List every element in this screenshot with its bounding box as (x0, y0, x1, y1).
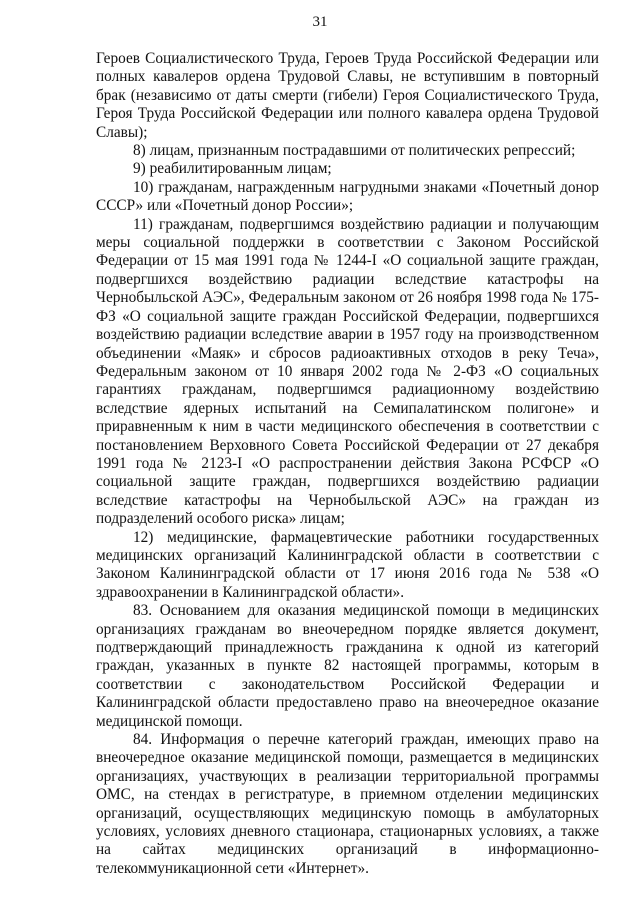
document-body (96, 50, 599, 878)
paragraph-83: 83. Основанием для оказания медицинской помощи в медицинских организациях гражданам во внеочередном порядке является документ, подтверждающий принадлежность гражданина к одной из категорий граждан, указанных в пункте 82 настоящей программы, которым в соответствии с законодательством Российской Федерации и Калининградской области предоставлено право на внеочередное оказание медицинской помощи. (96, 602, 599, 730)
paragraph-item-9: 9) реабилитированным лицам; (133, 160, 332, 178)
page-number: 31 (312, 14, 328, 30)
paragraph-item-10: 10) гражданам, награжденным нагрудными знаками «Почетный донор СССР» или «Почетный донор России»; (96, 178, 599, 215)
paragraph-84: 84. Информация о перечне категорий граждан, имеющих право на внеочередное оказание медицинской помощи, размещается в медицинских организациях, участвующих в реализации территориальной программы ОМС, на стендах в регистратуре, в приемном отделении медицинских организаций, осуществляющих медицинскую помощь в амбулаторных условиях, условиях дневного стационара, стационарных условиях, а также на сайтах медицинских организаций в информационно-телекоммуникационной сети «Интернет». (96, 731, 599, 877)
paragraph-item-8: 8) лицам, признанным пострадавшими от политических репрессий; (133, 142, 576, 160)
paragraph-continuation: Героев Социалистического Труда, Героев Труда Российской Федерации или полных кавалеров ордена Трудовой Славы, не вступившим в повторный брак (независимо от даты смерти (гибели) Героя Социалистического Труда, Героя Труда Российской Федерации или полного кавалера ордена Трудовой Славы); (96, 50, 599, 141)
paragraph-item-12: 12) медицинские, фармацевтические работники государственных медицинских организаций Калининградской области в соответствии с Законом Калининградской области от 17 июня 2016 года № 538 «О здравоохранении в Калининградской области». (96, 528, 599, 601)
paragraph-item-11: 11) гражданам, подвергшимся воздействию радиации и получающим меры социальной поддержки в соответствии с Законом Российской Федерации от 15 мая 1991 года № 1244-I «О социальной защите граждан, подвергшихся воздействию радиации вследствие катастрофы на Чернобыльской АЭС», Федеральным законом от 26 ноября 1998 года № 175-ФЗ «О социальной защите граждан Российской Федерации, подвергшихся воздействию радиации вследствие аварии в 1957 году на производственном объединении «Маяк» и сбросов радиоактивных отходов в реку Теча», Федеральным законом от 10 января 2002 года № 2-ФЗ «О социальных гарантиях гражданам, подвергшимся радиационному воздействию вследствие ядерных испытаний на Семипалатинском полигоне» и приравненным к ним в части медицинского обеспечения в соответствии с постановлением Верховного Совета Российской Федерации от 27 декабря 1991 года № 2123-I «О распространении действия Закона РСФСР «О социальной защите граждан, подвергшихся воздействию радиации вследствие катастрофы на Чернобыльской АЭС» на граждан из подразделений особого риска» лицам; (96, 215, 599, 528)
